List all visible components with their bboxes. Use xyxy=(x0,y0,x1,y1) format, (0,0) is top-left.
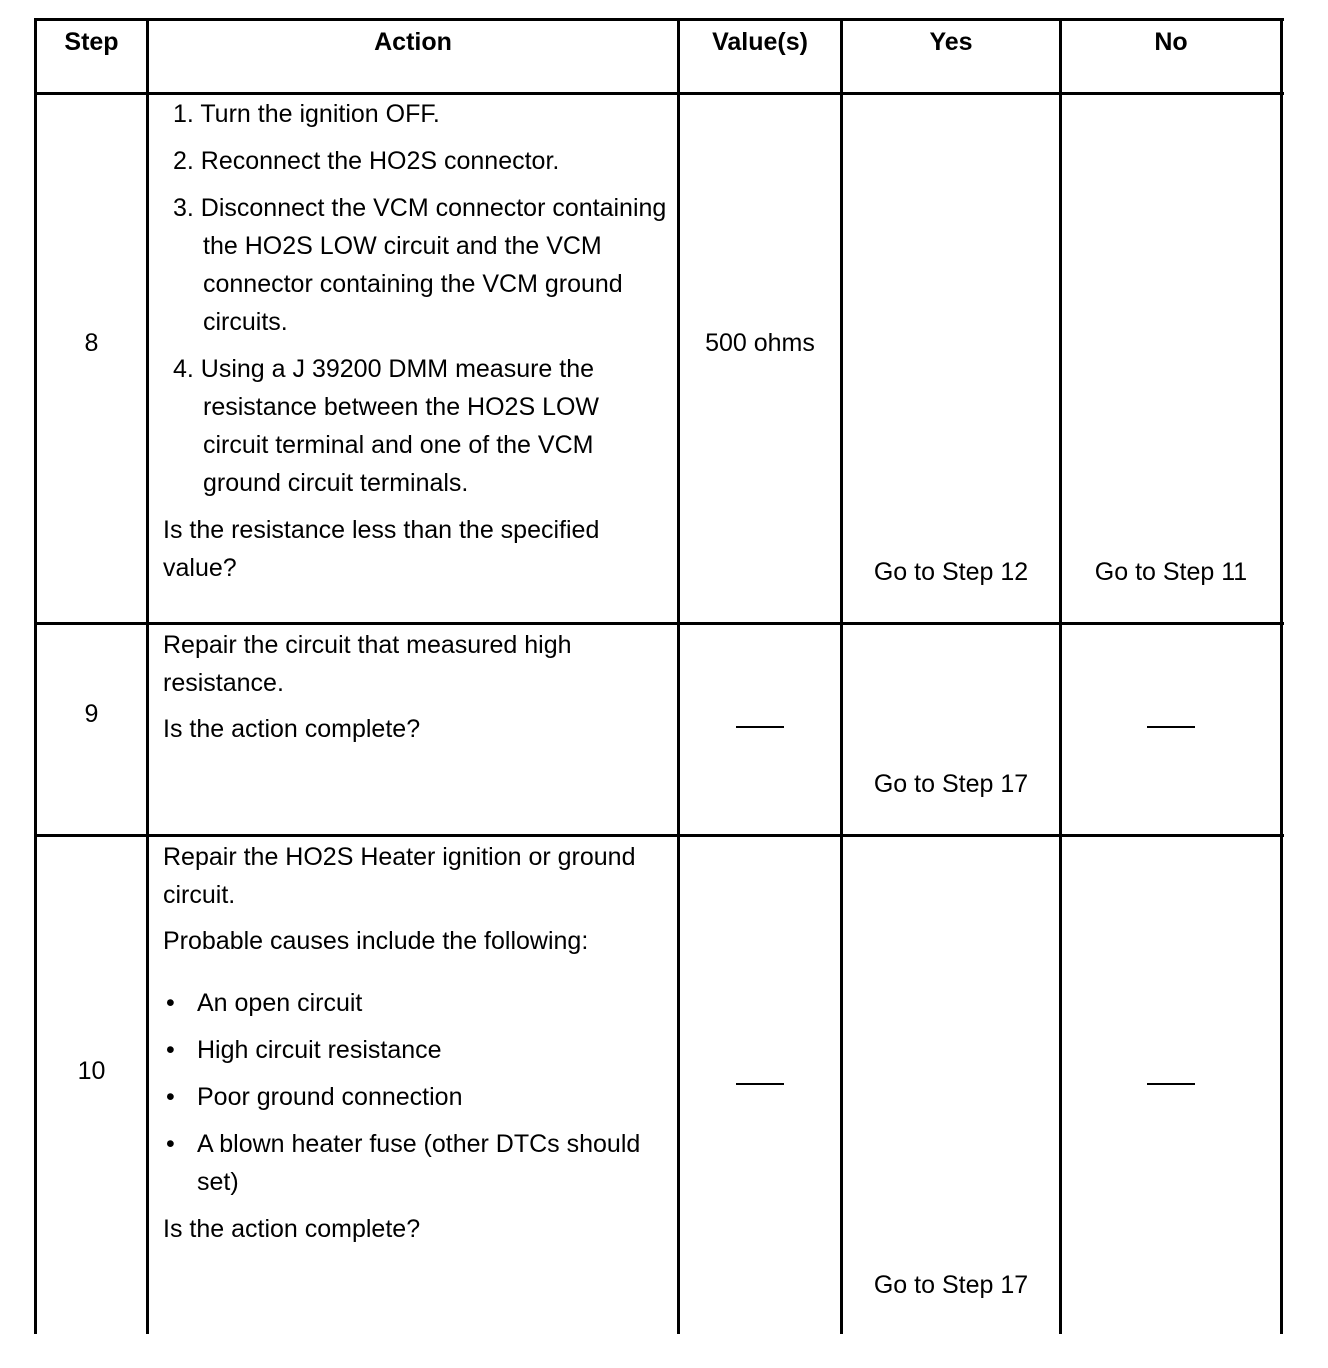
action-question: Is the action complete? xyxy=(163,1215,421,1243)
bullet-icon: • xyxy=(166,1130,175,1158)
action-question: Is the resistance less than the specified value? xyxy=(163,516,600,582)
action-cell xyxy=(163,95,668,587)
action-step: 3. Disconnect the VCM connector containing the HO2S LOW circuit and the VCM connector containing the VCM ground circuits. xyxy=(173,194,667,336)
row-divider xyxy=(34,622,1284,625)
column-border xyxy=(677,18,680,1334)
yes-cell: Go to Step 17 xyxy=(873,770,1029,798)
value-cell: 500 ohms xyxy=(705,329,815,357)
column-border xyxy=(840,18,843,1334)
action-text: Repair the HO2S Heater ignition or ground circuit. xyxy=(163,843,636,909)
yes-cell: Go to Step 12 xyxy=(873,558,1029,586)
value-cell xyxy=(680,1083,840,1085)
cause-item: • An open circuit xyxy=(163,984,668,1022)
cause-item: • A blown heater fuse (other DTCs should set) xyxy=(163,1125,668,1201)
value-cell xyxy=(680,726,840,728)
column-border xyxy=(34,18,37,1334)
step-number: 10 xyxy=(77,1057,106,1085)
action-cell xyxy=(163,626,668,748)
action-text: Repair the circuit that measured high resistance. xyxy=(163,631,572,697)
cause-item: • Poor ground connection xyxy=(163,1078,668,1116)
bullet-icon: • xyxy=(166,1083,175,1111)
no-cell xyxy=(1062,726,1280,728)
action-question: Is the action complete? xyxy=(163,715,421,743)
table-border-top xyxy=(34,18,1284,21)
action-intro: Probable causes include the following: xyxy=(163,927,589,955)
yes-cell: Go to Step 17 xyxy=(873,1271,1029,1299)
value-dash xyxy=(736,1083,784,1085)
action-step: 1. Turn the ignition OFF. xyxy=(173,100,440,128)
row-divider xyxy=(34,834,1284,837)
bullet-icon: • xyxy=(166,989,175,1017)
value-dash xyxy=(736,726,784,728)
header-yes: Yes xyxy=(929,28,973,56)
step-number: 9 xyxy=(84,700,99,728)
column-border xyxy=(1059,18,1062,1334)
no-dash xyxy=(1147,726,1195,728)
no-cell xyxy=(1062,1083,1280,1085)
bullet-icon: • xyxy=(166,1036,175,1064)
header-action: Action xyxy=(374,28,452,56)
action-step: 4. Using a J 39200 DMM measure the resistance between the HO2S LOW circuit terminal and one of the VCM ground circuit terminals. xyxy=(173,355,600,497)
header-no: No xyxy=(1154,28,1188,56)
no-cell: Go to Step 11 xyxy=(1094,558,1248,586)
step-number: 8 xyxy=(84,329,99,357)
header-step: Step xyxy=(64,28,119,56)
cause-item: • High circuit resistance xyxy=(163,1031,668,1069)
action-cell xyxy=(163,838,668,1248)
column-border xyxy=(146,18,149,1334)
no-dash xyxy=(1147,1083,1195,1085)
column-border xyxy=(1280,18,1283,1334)
action-step: 2. Reconnect the HO2S connector. xyxy=(173,147,560,175)
header-values: Value(s) xyxy=(712,28,808,56)
